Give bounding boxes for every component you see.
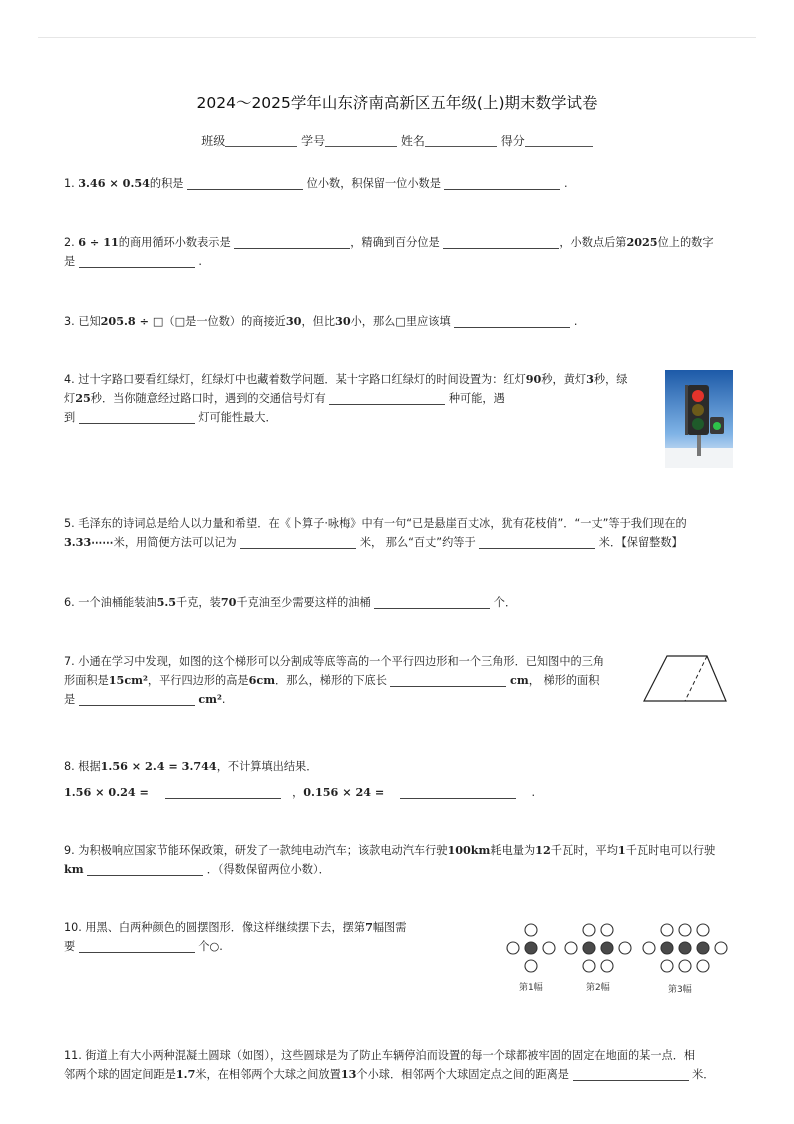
question-text: （□是一位数）的商接近 xyxy=(163,315,286,328)
unit-label: cm xyxy=(510,673,529,687)
question-2 xyxy=(64,233,732,271)
math-expression: 1.56 × 2.4 = 3.744 xyxy=(100,759,217,773)
question-text: ，平行四边形的高是 xyxy=(147,674,249,687)
question-text: ， 梯形的面积 xyxy=(528,674,600,687)
circle-pattern-figures xyxy=(502,922,734,998)
question-text: ，小数点后第 xyxy=(559,236,627,249)
question-text: 一个油桶能装油 xyxy=(78,596,157,609)
math-number: 100km xyxy=(447,843,491,857)
math-number: 30 xyxy=(285,314,302,328)
question-6 xyxy=(64,593,732,612)
dashed-divider-line xyxy=(685,656,707,701)
question-text: 幅图需 xyxy=(372,921,407,934)
question-5 xyxy=(64,514,732,552)
question-text: . xyxy=(531,786,535,799)
math-number: 2025 xyxy=(626,235,658,249)
question-text: ，不计算填出结果． xyxy=(216,760,318,773)
question-text: 千瓦时电可以行驶 xyxy=(625,844,716,857)
white-circle xyxy=(679,960,691,972)
question-text: 千克，装 xyxy=(176,596,221,609)
answer-blank[interactable] xyxy=(444,176,560,190)
figure-caption-1: 第1幅 xyxy=(519,983,543,993)
figure-caption-3: 第3幅 xyxy=(668,985,692,995)
math-expression: 6 ÷ 11 xyxy=(78,235,119,249)
question-text: 是 xyxy=(64,255,76,268)
math-number: 13 xyxy=(340,1067,357,1081)
math-expression: 3.46 × 0.54 xyxy=(78,176,150,190)
answer-blank[interactable] xyxy=(390,673,506,687)
math-expression: 1.56 × 0.24 = xyxy=(64,785,149,799)
question-number: 6. xyxy=(64,596,75,609)
exam-title: 2024～2025学年山东济南高新区五年级(上)期末数学试卷 xyxy=(196,94,598,112)
answer-blank[interactable] xyxy=(187,176,303,190)
unit-label: cm² xyxy=(198,692,222,706)
answer-blank[interactable] xyxy=(234,235,350,249)
student-id-field[interactable] xyxy=(325,132,397,147)
question-text: ， xyxy=(292,786,304,799)
question-text: 到 xyxy=(64,411,76,424)
class-field[interactable] xyxy=(225,132,297,147)
white-circle xyxy=(565,942,577,954)
black-circle xyxy=(525,942,537,954)
math-number: 3 xyxy=(586,372,594,386)
white-circle xyxy=(619,942,631,954)
trapezoid-outline xyxy=(644,656,726,701)
answer-blank[interactable] xyxy=(165,785,281,799)
white-circle xyxy=(525,960,537,972)
answer-blank[interactable] xyxy=(79,692,195,706)
question-text: 邻两个球的固定间距是 xyxy=(64,1068,176,1081)
question-10 xyxy=(64,918,484,956)
question-number: 5. xyxy=(64,517,75,530)
math-number: 1 xyxy=(617,843,626,857)
black-circle xyxy=(601,942,613,954)
info-label-id: 学号 xyxy=(301,134,326,148)
question-text: ．（得数保留两位小数）． xyxy=(206,863,330,876)
question-text: 米，在相邻两个大球之间放置 xyxy=(195,1068,341,1081)
question-text: . xyxy=(564,177,568,190)
answer-blank[interactable] xyxy=(87,862,203,876)
question-number: 9. xyxy=(64,844,75,857)
question-text: 位小数，积保留一位小数是 xyxy=(306,177,441,190)
student-info-line xyxy=(0,132,794,149)
math-number: 25 xyxy=(75,391,91,405)
white-circle xyxy=(583,924,595,936)
white-circle xyxy=(507,942,519,954)
question-9 xyxy=(64,841,732,879)
question-text: 根据 xyxy=(78,760,101,773)
score-field[interactable] xyxy=(525,132,593,147)
question-text: 米．【保留整数】 xyxy=(598,536,683,549)
question-number: 7. xyxy=(64,655,75,668)
math-number: 30 xyxy=(335,314,351,328)
answer-blank[interactable] xyxy=(479,535,595,549)
top-rule xyxy=(38,37,756,38)
question-text: 毛泽东的诗词总是给人以力量和希望．在《卜算子·咏梅》中有一句“已是悬崖百丈冰，犹有花枝俏”．“一丈”等于我们现在的 xyxy=(78,517,687,530)
black-circle xyxy=(583,942,595,954)
white-circle xyxy=(679,924,691,936)
math-number: 12 xyxy=(535,843,551,857)
question-text: 米，用简便方法可以记为 xyxy=(113,536,237,549)
question-text: 耗电量为 xyxy=(490,844,536,857)
answer-blank[interactable] xyxy=(240,535,356,549)
question-text: 小通在学习中发现，如图的这个梯形可以分割成等底等高的一个平行四边形和一个三角形．已知图中的三角 xyxy=(78,655,605,668)
traffic-light-photo xyxy=(665,370,733,468)
white-circle xyxy=(715,942,727,954)
question-4 xyxy=(64,370,654,427)
math-number: 70 xyxy=(220,595,237,609)
black-circle xyxy=(679,942,691,954)
white-circle xyxy=(697,924,709,936)
question-text: 个． xyxy=(493,596,517,609)
question-text: ，精确到百分位是 xyxy=(350,236,440,249)
black-circle xyxy=(697,942,709,954)
white-circle xyxy=(661,960,673,972)
info-label-class: 班级 xyxy=(201,134,226,148)
math-expression: 0.156 × 24 = xyxy=(303,785,385,799)
answer-blank[interactable] xyxy=(443,235,559,249)
question-text: 街道上有大小两种混凝土圆球（如图），这些圆球是为了防止车辆停泊而设置的每一个球都被牢固的固定在地面的某一点．相 xyxy=(85,1049,696,1062)
question-number: 4. xyxy=(64,373,75,386)
trapezoid-figure xyxy=(640,652,730,704)
question-11 xyxy=(64,1046,732,1084)
math-number: 15cm² xyxy=(108,673,148,687)
math-number: 6cm xyxy=(248,673,276,687)
question-text: 为积极响应国家节能环保政策，研发了一款纯电动汽车；该款电动汽车行驶 xyxy=(78,844,448,857)
math-expression: 205.8 ÷ □ xyxy=(100,314,164,328)
question-text: ，但比 xyxy=(301,315,336,328)
question-text: 形面积是 xyxy=(64,674,109,687)
question-number: 8. xyxy=(64,760,75,773)
question-text: 个○. xyxy=(198,940,223,953)
info-label-name: 姓名 xyxy=(400,134,425,148)
question-1 xyxy=(64,174,732,193)
answer-blank[interactable] xyxy=(400,785,516,799)
answer-blank[interactable] xyxy=(374,595,490,609)
name-field[interactable] xyxy=(425,132,497,147)
question-text: 米， 那么“百丈”约等于 xyxy=(359,536,476,549)
question-text: 位上的数字 xyxy=(657,236,714,249)
question-text: 是 xyxy=(64,693,76,706)
answer-blank[interactable] xyxy=(79,410,195,424)
answer-blank[interactable] xyxy=(573,1067,689,1081)
black-circle xyxy=(661,942,673,954)
math-number: 1.7 xyxy=(175,1067,196,1081)
question-number: 10. xyxy=(64,921,82,934)
math-number: 5.5 xyxy=(156,595,177,609)
question-text: 用黑、白两种颜色的圆摆图形．像这样继续摆下去，摆第 xyxy=(85,921,366,934)
unit-label: km xyxy=(64,862,84,876)
question-text: 个小球．相邻两个大球固定点之间的距离是 xyxy=(356,1068,569,1081)
question-8 xyxy=(64,757,732,802)
question-text: . xyxy=(198,255,202,268)
question-text: 要 xyxy=(64,940,76,953)
question-text: 千瓦时，平均 xyxy=(550,844,618,857)
white-circle xyxy=(697,960,709,972)
answer-blank[interactable] xyxy=(79,254,195,268)
white-circle xyxy=(583,960,595,972)
answer-blank[interactable] xyxy=(454,314,570,328)
question-text: 的商用循环小数表示是 xyxy=(118,236,231,249)
answer-blank[interactable] xyxy=(79,939,195,953)
question-text: . xyxy=(573,315,578,328)
question-text: 米． xyxy=(692,1068,715,1081)
question-text: . xyxy=(221,693,226,706)
question-text: 秒，黄灯 xyxy=(541,373,587,386)
question-text: 秒．当你随意经过路口时，遇到的交通信号灯有 xyxy=(90,392,326,405)
question-text: 千克油至少需要这样的油桶 xyxy=(236,596,371,609)
question-3 xyxy=(64,312,732,331)
answer-blank[interactable] xyxy=(329,391,445,405)
white-circle xyxy=(643,942,655,954)
white-circle xyxy=(601,960,613,972)
question-text: 灯可能性最大． xyxy=(198,411,277,424)
white-circle xyxy=(525,924,537,936)
white-circle xyxy=(661,924,673,936)
question-text: 灯 xyxy=(64,392,76,405)
question-text: 种可能，遇 xyxy=(448,392,505,405)
question-number: 1. xyxy=(64,177,75,190)
question-number: 11. xyxy=(64,1049,82,1062)
white-circle xyxy=(601,924,613,936)
question-text: 秒，绿 xyxy=(593,373,628,386)
info-label-score: 得分 xyxy=(500,134,525,148)
question-text: ．那么，梯形的下底长 xyxy=(275,674,387,687)
question-text: 小，那么□里应该填 xyxy=(350,315,451,328)
question-text: 已知 xyxy=(78,315,101,328)
question-text: 过十字路口要看红绿灯，红绿灯中也藏着数学问题．某十字路口红绿灯的时间设置为：红灯 xyxy=(78,373,526,386)
question-7 xyxy=(64,652,634,709)
white-circle xyxy=(543,942,555,954)
question-text: 的积是 xyxy=(149,177,184,190)
question-number: 3. xyxy=(64,315,75,328)
figure-caption-2: 第2幅 xyxy=(586,983,610,993)
math-number: 90 xyxy=(525,372,542,386)
math-expression: 3.33⋯⋯ xyxy=(64,535,114,549)
math-number: 7 xyxy=(365,920,373,934)
question-number: 2. xyxy=(64,236,75,249)
